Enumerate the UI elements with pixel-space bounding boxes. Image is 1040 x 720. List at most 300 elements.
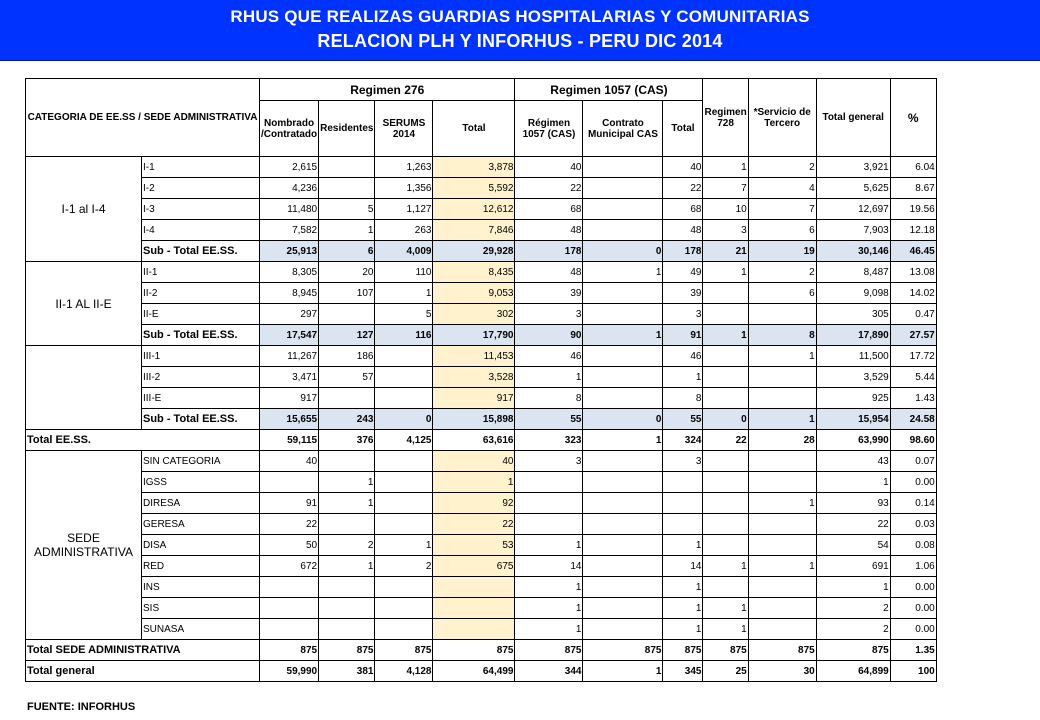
table-cell: 1 (319, 220, 375, 241)
table-cell (703, 535, 748, 556)
table-cell: 0 (583, 409, 663, 430)
row-label: I-1 (142, 157, 260, 178)
table-cell (583, 619, 663, 640)
table-cell: 2,615 (260, 157, 319, 178)
table-cell (319, 514, 375, 535)
table-cell: 43 (816, 451, 890, 472)
table-cell: 8 (515, 388, 583, 409)
table-cell: 1,127 (375, 199, 433, 220)
row-label: I-2 (142, 178, 260, 199)
table-cell: 100 (890, 661, 936, 682)
table-cell: 48 (515, 262, 583, 283)
table-cell: 11,480 (260, 199, 319, 220)
table-cell (748, 535, 816, 556)
table-cell (319, 577, 375, 598)
table-cell: 6 (748, 220, 816, 241)
row-label: DISA (142, 535, 260, 556)
table-cell: 178 (663, 241, 703, 262)
table-cell: 875 (433, 640, 515, 661)
table-cell: 0.08 (890, 535, 936, 556)
table-cell: 1 (663, 619, 703, 640)
table-cell: 8,435 (433, 262, 515, 283)
table-cell: 8.67 (890, 178, 936, 199)
row-label: I-3 (142, 199, 260, 220)
table-cell (748, 304, 816, 325)
table-cell: 1 (375, 535, 433, 556)
table-cell: 11,453 (433, 346, 515, 367)
table-cell: 12,612 (433, 199, 515, 220)
table-cell: 1 (319, 472, 375, 493)
table-cell (703, 514, 748, 535)
table-cell: 1 (816, 577, 890, 598)
table-cell: 3,529 (816, 367, 890, 388)
table-row (26, 262, 937, 283)
table-cell (583, 304, 663, 325)
table-cell: 24.58 (890, 409, 936, 430)
table-cell (583, 451, 663, 472)
table-cell: 0.47 (890, 304, 936, 325)
title-line-2: RELACION PLH Y INFORHUS - PERU DIC 2014 (317, 31, 723, 51)
table-cell: 3 (703, 220, 748, 241)
table-cell: 1 (816, 472, 890, 493)
table-cell: 1 (748, 409, 816, 430)
table-cell: 40 (433, 451, 515, 472)
table-row (26, 367, 937, 388)
table-cell (375, 367, 433, 388)
table-cell (583, 367, 663, 388)
table-cell (748, 388, 816, 409)
table-cell: 2 (816, 619, 890, 640)
table-cell (748, 619, 816, 640)
table-cell: 925 (816, 388, 890, 409)
table-cell: 691 (816, 556, 890, 577)
table-cell (319, 388, 375, 409)
table-cell (703, 472, 748, 493)
table-cell: 15,898 (433, 409, 515, 430)
table-cell: 7,903 (816, 220, 890, 241)
table-row (26, 220, 937, 241)
table-cell: 64,899 (816, 661, 890, 682)
table-cell (319, 451, 375, 472)
table-cell: 63,616 (433, 430, 515, 451)
header-servicio-tercero: *Servicio de Tercero (748, 79, 816, 157)
table-cell: 243 (319, 409, 375, 430)
header-pct: % (890, 79, 936, 157)
table-cell (515, 472, 583, 493)
header-serums: SERUMS 2014 (375, 101, 433, 157)
table-cell: 50 (260, 535, 319, 556)
table-cell: 39 (515, 283, 583, 304)
table-cell: 1 (583, 430, 663, 451)
table-cell: 3 (515, 304, 583, 325)
table-cell: 12.18 (890, 220, 936, 241)
table-cell: 376 (319, 430, 375, 451)
table-cell (703, 283, 748, 304)
table-row (26, 325, 937, 346)
table-cell: 21 (703, 241, 748, 262)
group-label: II-1 AL II-E (26, 262, 142, 346)
table-cell: 1 (703, 262, 748, 283)
table-row (26, 388, 937, 409)
row-label: RED (142, 556, 260, 577)
table-cell (515, 493, 583, 514)
table-cell: 110 (375, 262, 433, 283)
table-cell: 8 (748, 325, 816, 346)
row-label: III-1 (142, 346, 260, 367)
table-cell: 48 (515, 220, 583, 241)
table-cell: 305 (816, 304, 890, 325)
group-label: I-1 al I-4 (26, 157, 142, 262)
table-cell: 324 (663, 430, 703, 451)
table-cell: 29,928 (433, 241, 515, 262)
table-cell (319, 157, 375, 178)
table-row (26, 241, 937, 262)
table-cell: 1 (748, 556, 816, 577)
table-cell (375, 619, 433, 640)
table-cell: 875 (375, 640, 433, 661)
table-cell: 54 (816, 535, 890, 556)
table-cell: 1 (515, 367, 583, 388)
table-cell (703, 451, 748, 472)
row-label: III-2 (142, 367, 260, 388)
table-cell: 2 (816, 598, 890, 619)
table-cell (748, 514, 816, 535)
header-regimen-728: Regimen 728 (703, 79, 748, 157)
table-cell: 7,846 (433, 220, 515, 241)
table-cell (703, 577, 748, 598)
table-cell (375, 577, 433, 598)
table-cell: 1,356 (375, 178, 433, 199)
table-cell: 46 (515, 346, 583, 367)
table-cell: 323 (515, 430, 583, 451)
table-cell: 6 (748, 283, 816, 304)
table-row (26, 346, 937, 367)
table-cell: 1.43 (890, 388, 936, 409)
table-cell: 297 (260, 304, 319, 325)
header-regimen-1057: Regimen 1057 (CAS) (515, 79, 703, 101)
table-cell: 30,146 (816, 241, 890, 262)
table-cell: 1.35 (890, 640, 936, 661)
table-row (26, 304, 937, 325)
row-label: III-E (142, 388, 260, 409)
table-row (26, 451, 937, 472)
row-label: DIRESA (142, 493, 260, 514)
table-cell: 675 (433, 556, 515, 577)
source-note: FUENTE: INFORHUS (27, 701, 136, 713)
table-cell: 17.72 (890, 346, 936, 367)
table-cell: 46.45 (890, 241, 936, 262)
table-row (26, 661, 937, 682)
table-cell: 93 (816, 493, 890, 514)
table-cell (583, 283, 663, 304)
table-cell: 875 (260, 640, 319, 661)
table-cell: 1 (375, 283, 433, 304)
table-cell: 1.06 (890, 556, 936, 577)
header-total-general: Total general (816, 79, 890, 157)
table-cell: 0.07 (890, 451, 936, 472)
row-label: II-E (142, 304, 260, 325)
row-label: Total general (26, 661, 260, 682)
table-cell: 7,582 (260, 220, 319, 241)
table-cell: 22 (515, 178, 583, 199)
table-row (26, 556, 937, 577)
table-cell (583, 388, 663, 409)
table-cell (703, 346, 748, 367)
table-cell: 3,471 (260, 367, 319, 388)
table-cell: 59,990 (260, 661, 319, 682)
table-row (26, 199, 937, 220)
row-label: I-4 (142, 220, 260, 241)
table-cell: 53 (433, 535, 515, 556)
table-cell: 92 (433, 493, 515, 514)
table-cell: 17,890 (816, 325, 890, 346)
table-cell: 17,547 (260, 325, 319, 346)
table-cell: 263 (375, 220, 433, 241)
data-table (25, 78, 937, 682)
table-cell (583, 577, 663, 598)
table-cell: 20 (319, 262, 375, 283)
row-label: II-1 (142, 262, 260, 283)
table-cell: 49 (663, 262, 703, 283)
table-cell: 345 (663, 661, 703, 682)
table-cell (583, 199, 663, 220)
table-cell: 127 (319, 325, 375, 346)
table-cell (583, 220, 663, 241)
table-cell (260, 472, 319, 493)
table-cell (583, 493, 663, 514)
group-label (26, 346, 142, 430)
table-cell (433, 619, 515, 640)
table-cell: 672 (260, 556, 319, 577)
title-line-1: RHUS QUE REALIZAS GUARDIAS HOSPITALARIAS Y COMUNITARIAS (230, 7, 810, 26)
table-cell: 107 (319, 283, 375, 304)
table-cell (375, 346, 433, 367)
table-row (26, 514, 937, 535)
table-cell (703, 388, 748, 409)
table-row (26, 409, 937, 430)
table-cell: 3 (663, 451, 703, 472)
table-cell (583, 178, 663, 199)
row-label: SIN CATEGORIA (142, 451, 260, 472)
table-cell: 19 (748, 241, 816, 262)
table-row (26, 472, 937, 493)
row-label: GERESA (142, 514, 260, 535)
table-cell: 3,878 (433, 157, 515, 178)
table-cell: 15,954 (816, 409, 890, 430)
table-cell: 1 (583, 661, 663, 682)
table-cell (583, 514, 663, 535)
table-cell: 1 (748, 493, 816, 514)
table-row (26, 640, 937, 661)
table-cell: 13.08 (890, 262, 936, 283)
table-cell (703, 493, 748, 514)
table-cell: 0 (703, 409, 748, 430)
table-cell (583, 472, 663, 493)
table-cell: 0.00 (890, 598, 936, 619)
table-cell: 2 (748, 157, 816, 178)
table-cell: 6 (319, 241, 375, 262)
header-regimen-276: Regimen 276 (260, 79, 515, 101)
table-cell: 344 (515, 661, 583, 682)
table-cell: 8,305 (260, 262, 319, 283)
table-cell: 7 (703, 178, 748, 199)
table-cell: 91 (260, 493, 319, 514)
table-cell: 4,125 (375, 430, 433, 451)
table-cell (583, 535, 663, 556)
table-cell (748, 451, 816, 472)
table-cell: 40 (260, 451, 319, 472)
table-cell: 302 (433, 304, 515, 325)
table-cell: 0.03 (890, 514, 936, 535)
table-cell: 98.60 (890, 430, 936, 451)
group-label: SEDE ADMINISTRATIVA (26, 451, 142, 640)
table-row (26, 178, 937, 199)
table-cell: 2 (748, 262, 816, 283)
table-cell: 1 (748, 346, 816, 367)
table-cell (260, 577, 319, 598)
table-cell: 4,236 (260, 178, 319, 199)
table-cell (375, 598, 433, 619)
table-cell: 1 (515, 535, 583, 556)
table-cell (433, 598, 515, 619)
table-cell (375, 493, 433, 514)
table-cell: 1 (663, 535, 703, 556)
table-cell: 48 (663, 220, 703, 241)
table-cell: 14.02 (890, 283, 936, 304)
table-cell: 0.00 (890, 619, 936, 640)
table-cell: 1 (703, 598, 748, 619)
table-cell: 5 (319, 199, 375, 220)
row-label: IGSS (142, 472, 260, 493)
table-cell: 14 (515, 556, 583, 577)
table-cell: 63,990 (816, 430, 890, 451)
table-row (26, 535, 937, 556)
table-cell: 30 (748, 661, 816, 682)
table-cell: 1 (703, 556, 748, 577)
table-cell: 10 (703, 199, 748, 220)
table-cell (260, 598, 319, 619)
table-cell: 5,625 (816, 178, 890, 199)
table-cell: 1 (703, 157, 748, 178)
table-cell (583, 556, 663, 577)
row-label: SIS (142, 598, 260, 619)
table-cell: 1 (433, 472, 515, 493)
table-cell: 3,921 (816, 157, 890, 178)
row-label: Total SEDE ADMINISTRATIVA (26, 640, 260, 661)
table-body (26, 157, 937, 682)
table-cell: 875 (583, 640, 663, 661)
row-label: Sub - Total EE.SS. (142, 325, 260, 346)
table-cell (319, 619, 375, 640)
table-cell: 55 (663, 409, 703, 430)
table-cell: 8,487 (816, 262, 890, 283)
table-row (26, 430, 937, 451)
table-cell (433, 577, 515, 598)
table-cell: 917 (260, 388, 319, 409)
table-cell (583, 598, 663, 619)
header-residentes: Residentes (319, 101, 375, 157)
table-cell: 15,655 (260, 409, 319, 430)
table-cell: 22 (816, 514, 890, 535)
table-cell: 1 (663, 577, 703, 598)
table-row (26, 577, 937, 598)
table-cell: 25,913 (260, 241, 319, 262)
table-cell: 178 (515, 241, 583, 262)
table-cell: 2 (375, 556, 433, 577)
table-cell: 9,098 (816, 283, 890, 304)
table-cell: 12,697 (816, 199, 890, 220)
table-cell: 1 (319, 556, 375, 577)
table-cell (375, 451, 433, 472)
table-cell: 40 (663, 157, 703, 178)
row-label: SUNASA (142, 619, 260, 640)
table-cell: 8,945 (260, 283, 319, 304)
table-cell: 17,790 (433, 325, 515, 346)
table-cell: 1 (703, 325, 748, 346)
table-cell: 40 (515, 157, 583, 178)
table-cell (748, 367, 816, 388)
table-cell: 68 (515, 199, 583, 220)
table-cell: 3 (515, 451, 583, 472)
table-cell: 7 (748, 199, 816, 220)
table-cell: 116 (375, 325, 433, 346)
table-cell: 1 (319, 493, 375, 514)
table-cell: 917 (433, 388, 515, 409)
table-cell: 25 (703, 661, 748, 682)
row-label: Total EE.SS. (26, 430, 260, 451)
row-label: Sub - Total EE.SS. (142, 409, 260, 430)
row-label: INS (142, 577, 260, 598)
table-cell: 14 (663, 556, 703, 577)
table-cell: 186 (319, 346, 375, 367)
table-cell: 0 (375, 409, 433, 430)
table-cell (663, 514, 703, 535)
table-cell: 11,500 (816, 346, 890, 367)
table-cell (319, 178, 375, 199)
table-cell: 19.56 (890, 199, 936, 220)
table-cell: 27.57 (890, 325, 936, 346)
table-cell (375, 388, 433, 409)
table-row (26, 493, 937, 514)
table-cell: 381 (319, 661, 375, 682)
table-cell: 4,128 (375, 661, 433, 682)
table-cell: 28 (748, 430, 816, 451)
header-categoria: CATEGORIA DE EE.SS / SEDE ADMINISTRATIVA (26, 79, 260, 157)
table-cell: 91 (663, 325, 703, 346)
header-regimen-cas: Régimen 1057 (CAS) (515, 101, 583, 157)
table-cell: 1 (663, 367, 703, 388)
table-cell (703, 367, 748, 388)
table-cell: 5 (375, 304, 433, 325)
table-cell: 1 (515, 577, 583, 598)
table-cell: 875 (816, 640, 890, 661)
table-cell: 9,053 (433, 283, 515, 304)
table-row (26, 619, 937, 640)
table-cell: 8 (663, 388, 703, 409)
table-cell: 875 (319, 640, 375, 661)
table-cell (703, 304, 748, 325)
table-cell: 875 (703, 640, 748, 661)
table-cell: 22 (260, 514, 319, 535)
table-cell (375, 514, 433, 535)
table-cell: 875 (663, 640, 703, 661)
table-cell (319, 598, 375, 619)
table-cell (515, 514, 583, 535)
table-cell (583, 157, 663, 178)
table-cell: 0 (583, 241, 663, 262)
table-cell: 4,009 (375, 241, 433, 262)
header-total-1057: Total (663, 101, 703, 157)
